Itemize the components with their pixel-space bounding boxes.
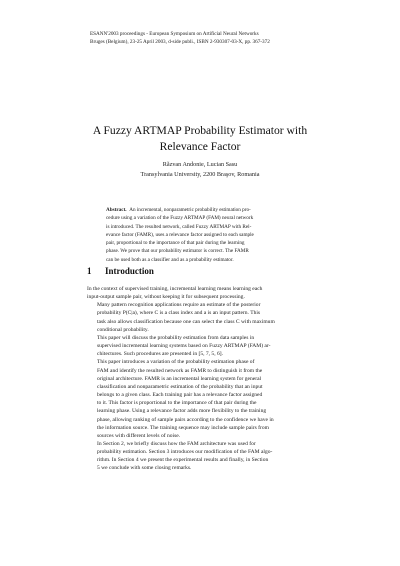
paragraph-line: probability estimation. Section 3 introduces our modification of the FAM algo- <box>97 449 273 456</box>
header-line-1: ESANN'2003 proceedings - European Symposium on Artificial Neural Networks <box>90 31 259 37</box>
paragraph-line: phase, allowing ranking of sample pairs according to the confidence we have in <box>97 416 274 423</box>
abstract-line: pair, proportional to the importance of that pair during the learning <box>106 240 245 247</box>
author-block <box>60 160 340 179</box>
paragraph-line: the information source. The training sequence may include sample pairs from <box>97 424 269 431</box>
abstract-line: evance factor (FAMR), uses a relevance factor assigned to each sample <box>106 231 254 238</box>
author-names: Răzvan Andonie, Lucian Sasu <box>162 161 238 168</box>
paragraph <box>87 358 312 440</box>
paragraph-line: 5 we conclude with some closing remarks. <box>97 465 192 472</box>
paragraph <box>87 301 312 334</box>
header-line-2: Bruges (Belgium), 23-25 April 2003, d-side publi., ISBN 2-930307-03-X, pp. 367-372 <box>90 39 270 45</box>
paragraph-line: FAM and identify the resulted network as FAMR to distinguish it from the <box>97 367 263 374</box>
paragraph-line: classification and nonparametric estimation of the probability that an input <box>97 383 263 390</box>
section-heading <box>87 266 327 276</box>
paragraph-line: sources with different levels of noise. <box>97 432 181 439</box>
abstract-line: can be used both as a classifier and as a probability estimator. <box>106 256 234 263</box>
paragraph-line: to it. This factor is proportional to the importance of that pair during the <box>97 400 257 407</box>
paragraph <box>87 334 312 358</box>
paragraph-line: This paper will discuss the probability estimation from data samples in <box>97 334 255 341</box>
author-affiliation: Transylvania University, 2200 Braşov, Romania <box>140 170 260 178</box>
paragraph-line: chitectures. Such procedures are presented in [5, 7, 5, 6]. <box>97 351 223 358</box>
abstract-label: Abstract. <box>106 207 127 213</box>
section-body <box>87 285 312 473</box>
paragraph-line: In Section 2, we briefly discuss how the FAM architecture was used for <box>97 440 256 447</box>
abstract <box>106 206 298 264</box>
abstract-line: cedure using a variation of the Fuzzy ARTMAP (FAM) neural network <box>106 215 254 222</box>
paragraph-line: Many pattern recognition applications require an estimate of the posterior <box>97 302 261 309</box>
title-line-2: Relevance Factor <box>159 140 241 153</box>
section-title: Introduction <box>105 266 154 276</box>
paragraph-line: learning phase. Using a relevance factor adds more flexibility to the training <box>97 408 267 415</box>
paper-title <box>60 123 340 155</box>
paragraph-line: This paper introduces a variation of the probability estimation phase of <box>97 359 255 366</box>
paragraph-line: original architecture. FAMR is an incremental learning system for general <box>97 375 262 382</box>
proceedings-header <box>90 30 390 46</box>
paragraph-line: In the context of supervised training, incremental learning means learning each <box>87 286 263 292</box>
abstract-line <box>106 206 298 214</box>
paragraph <box>87 440 312 473</box>
paragraph-line: task also allows classification because one can select the class C with maximum <box>97 318 275 325</box>
paragraph-line: conditional probability. <box>97 326 149 333</box>
title-line-1: A Fuzzy ARTMAP Probability Estimator with <box>92 124 308 137</box>
paragraph-line: input-output sample pair, without keeping it for subsequent processing. <box>87 294 245 301</box>
paragraph <box>87 285 312 301</box>
paragraph-line: supervised incremental learning systems based on Fuzzy ARTMAP (FAM) ar- <box>97 343 271 350</box>
abstract-line-text: An incremental, nonparametric probability estimation pro- <box>129 207 251 213</box>
paragraph-line: belongs to a given class. Each training pair has a relevance factor assigned <box>97 392 263 399</box>
paragraph-line: rithm. In Section 4 we present the experimental results and finally, in Section <box>97 457 269 464</box>
abstract-line: phase. We prove that our probability estimator is correct. The FAMR <box>106 248 249 255</box>
paragraph-line: probability P(C|a), where C is a class index and a is an input pattern. This <box>97 310 261 317</box>
section-number: 1 <box>87 266 92 276</box>
abstract-line: is introduced. The resulted network, called Fuzzy ARTMAP with Rel- <box>106 223 252 230</box>
